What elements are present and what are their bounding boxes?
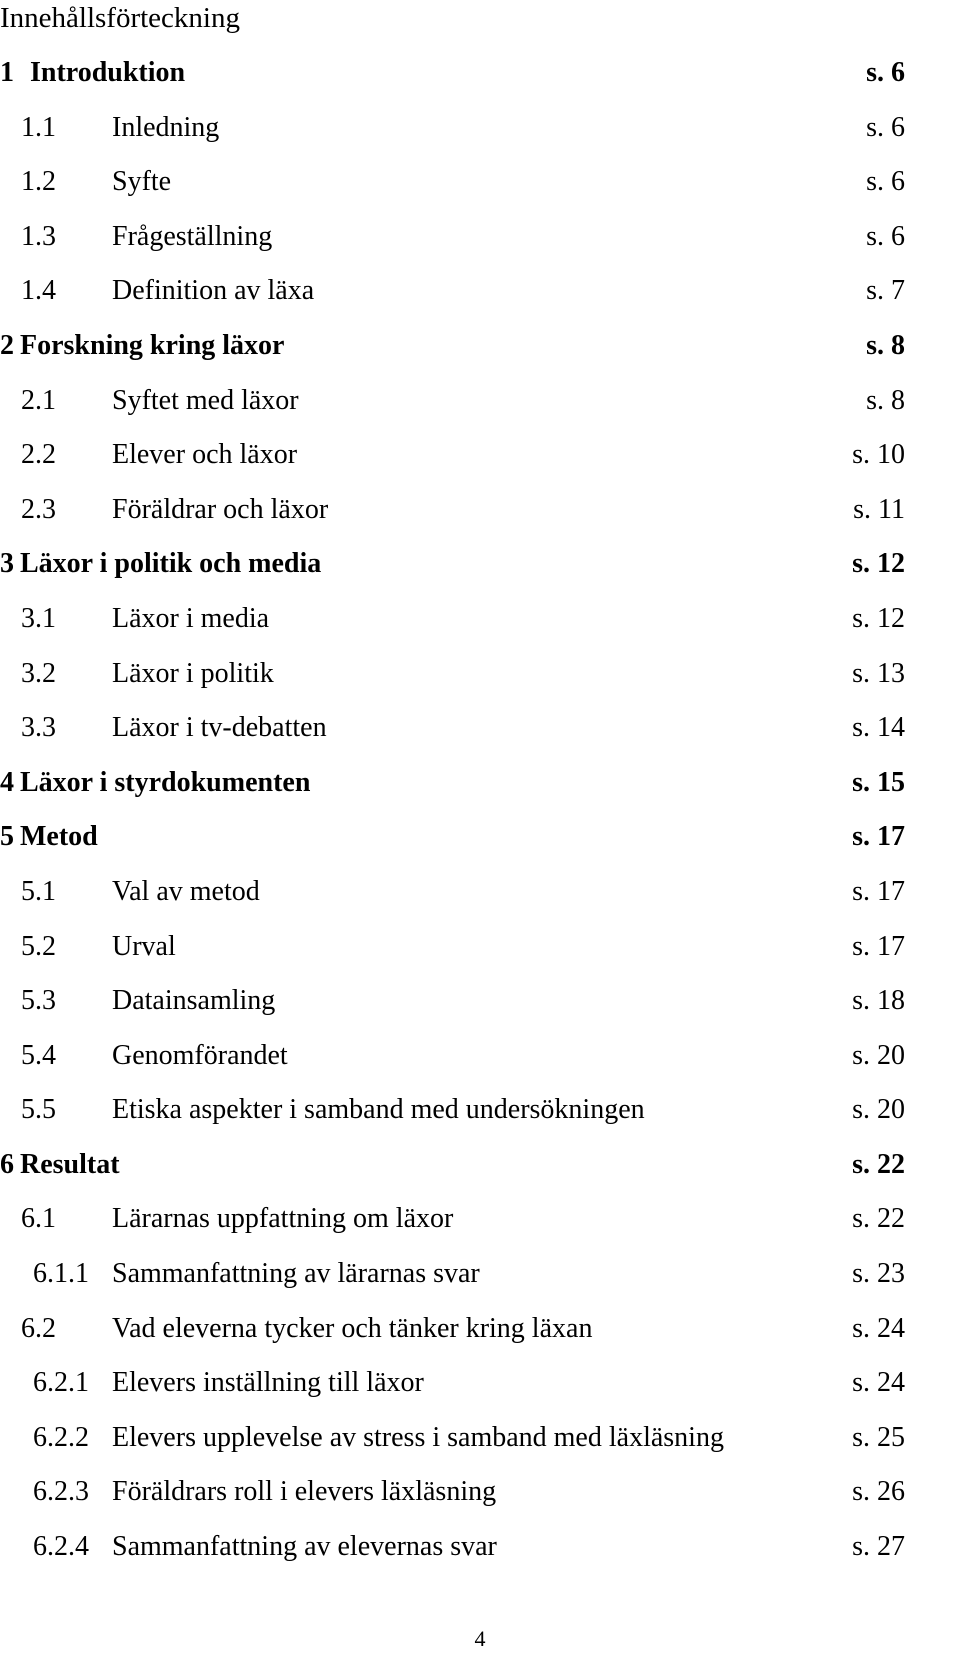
toc-entry[interactable] (0, 435, 960, 490)
toc-entry-number: 3.1 (21, 602, 56, 634)
toc-entry-page: s. 11 (853, 493, 905, 525)
toc-entry-number: 6.2 (21, 1312, 56, 1344)
toc-entry-number: 1.2 (21, 166, 56, 198)
toc-entry-number: 1.4 (21, 275, 56, 307)
toc-entry-title: Sammanfattning av elevernas svar (112, 1531, 497, 1563)
toc-entry-page: s. 14 (852, 712, 905, 744)
toc-entry-page: s. 23 (852, 1258, 905, 1290)
toc-entry[interactable] (0, 162, 960, 217)
toc-entry[interactable] (0, 1418, 960, 1473)
toc-entry-title: Sammanfattning av lärarnas svar (112, 1258, 480, 1290)
toc-entry-page: s. 8 (866, 329, 905, 361)
toc-entry-title: Läxor i politik och media (20, 548, 322, 580)
toc-entry[interactable] (0, 654, 960, 709)
toc-entry-number: 6.2.4 (33, 1531, 89, 1563)
toc-entry-page: s. 8 (866, 384, 905, 416)
toc-entry-number: 3.3 (21, 712, 56, 744)
toc-entry-number: 5.2 (21, 930, 56, 962)
toc-entry-page: s. 18 (852, 985, 905, 1017)
toc-entry-page: s. 22 (852, 1148, 905, 1180)
toc-entry-title: Forskning kring läxor (20, 329, 285, 361)
toc-entry-title: Syfte (112, 166, 172, 198)
toc-entry[interactable] (0, 872, 960, 927)
toc-entry-title: Genomförandet (112, 1039, 288, 1071)
toc-entry-number: 2.1 (21, 384, 56, 416)
toc-entry-page: s. 17 (852, 821, 905, 853)
toc-entry-title: Introduktion (30, 57, 186, 88)
toc-entry-number: 6.2.3 (33, 1476, 89, 1508)
toc-entry[interactable] (0, 599, 960, 654)
toc-entry-title: Datainsamling (112, 985, 276, 1017)
toc-entry-page: s. 10 (852, 439, 905, 471)
toc-entry-title: Syftet med läxor (112, 384, 299, 416)
toc-entry-title: Läxor i media (112, 602, 270, 634)
toc-entry-page: s. 6 (866, 220, 905, 252)
toc-entry[interactable] (0, 708, 960, 763)
toc-entry[interactable] (0, 1309, 960, 1364)
table-of-contents (0, 53, 960, 1582)
toc-entry-number: 5.5 (21, 1094, 56, 1126)
toc-entry-title: Föräldrars roll i elevers läxläsning (112, 1476, 497, 1508)
toc-entry-number: 5.1 (21, 875, 56, 907)
toc-entry-number: 2.2 (21, 439, 56, 471)
toc-entry-page: s. 20 (852, 1094, 905, 1126)
toc-entry[interactable] (0, 53, 960, 108)
toc-entry-page: s. 25 (852, 1421, 905, 1453)
toc-entry-page: s. 24 (852, 1367, 905, 1399)
toc-entry-title: Vad eleverna tycker och tänker kring läxan (112, 1312, 593, 1344)
toc-entry[interactable] (0, 490, 960, 545)
toc-entry-page: s. 12 (852, 548, 905, 580)
toc-entry[interactable] (0, 271, 960, 326)
toc-entry-number: 3.2 (21, 657, 56, 689)
toc-entry-title: Läxor i styrdokumenten (20, 766, 311, 798)
toc-entry[interactable] (0, 1036, 960, 1091)
toc-entry-number: 1 (0, 57, 14, 88)
toc-entry-page: s. 6 (866, 57, 905, 88)
toc-entry-page: s. 15 (852, 766, 905, 798)
toc-entry-number: 6.1 (21, 1203, 56, 1235)
toc-entry-title: Metod (20, 821, 98, 853)
toc-entry-number: 5.3 (21, 985, 56, 1017)
toc-entry-page: s. 24 (852, 1312, 905, 1344)
toc-entry[interactable] (0, 1199, 960, 1254)
toc-entry-number: 3 (0, 548, 14, 580)
toc-entry-page: s. 22 (852, 1203, 905, 1235)
toc-entry-page: s. 27 (852, 1531, 905, 1563)
toc-entry-number: 6.2.2 (33, 1421, 89, 1453)
page-title: Innehållsförteckning (0, 2, 240, 34)
toc-entry-title: Elevers inställning till läxor (112, 1367, 424, 1399)
toc-entry-title: Läxor i tv-debatten (112, 712, 327, 744)
toc-entry-number: 1.3 (21, 220, 56, 252)
toc-entry-number: 2.3 (21, 493, 56, 525)
toc-entry[interactable] (0, 1145, 960, 1200)
toc-entry[interactable] (0, 1527, 960, 1582)
toc-entry[interactable] (0, 817, 960, 872)
toc-entry-page: s. 26 (852, 1476, 905, 1508)
toc-entry-number: 2 (0, 329, 14, 361)
toc-entry[interactable] (0, 381, 960, 436)
toc-entry-title: Inledning (112, 111, 220, 143)
toc-entry-title: Resultat (20, 1148, 120, 1180)
toc-entry[interactable] (0, 1254, 960, 1309)
toc-entry-number: 4 (0, 766, 14, 798)
toc-entry-title: Frågeställning (112, 220, 273, 252)
toc-entry-page: s. 6 (866, 166, 905, 198)
toc-entry-page: s. 17 (852, 930, 905, 962)
toc-entry[interactable] (0, 217, 960, 272)
toc-entry-page: s. 17 (852, 875, 905, 907)
toc-entry-page: s. 12 (852, 602, 905, 634)
toc-entry-title: Etiska aspekter i samband med undersökningen (112, 1094, 645, 1126)
toc-entry-title: Elever och läxor (112, 439, 298, 471)
toc-entry[interactable] (0, 326, 960, 381)
toc-entry-number: 6 (0, 1148, 14, 1180)
toc-entry-title: Elevers upplevelse av stress i samband med läxläsning (112, 1421, 724, 1453)
toc-entry-title: Definition av läxa (112, 275, 315, 307)
toc-entry[interactable] (0, 927, 960, 982)
toc-entry-page: s. 13 (852, 657, 905, 689)
toc-entry-number: 6.1.1 (33, 1258, 89, 1290)
toc-entry-title: Läxor i politik (112, 657, 274, 689)
toc-entry-number: 5 (0, 821, 14, 853)
toc-entry[interactable] (0, 108, 960, 163)
toc-entry[interactable] (0, 1363, 960, 1418)
toc-entry-page: s. 20 (852, 1039, 905, 1071)
page-number: 4 (474, 1626, 486, 1651)
toc-entry-number: 1.1 (21, 111, 56, 143)
toc-entry[interactable] (0, 981, 960, 1036)
toc-entry-page: s. 6 (866, 111, 905, 143)
toc-entry-number: 5.4 (21, 1039, 56, 1071)
toc-entry-title: Föräldrar och läxor (112, 493, 329, 525)
toc-entry[interactable] (0, 1472, 960, 1527)
toc-entry-title: Lärarnas uppfattning om läxor (112, 1203, 454, 1235)
toc-entry-title: Val av metod (112, 875, 260, 907)
toc-entry[interactable] (0, 544, 960, 599)
toc-entry-title: Urval (112, 930, 176, 962)
toc-entry[interactable] (0, 763, 960, 818)
toc-entry[interactable] (0, 1090, 960, 1145)
toc-entry-page: s. 7 (866, 275, 905, 307)
toc-entry-number: 6.2.1 (33, 1367, 89, 1399)
